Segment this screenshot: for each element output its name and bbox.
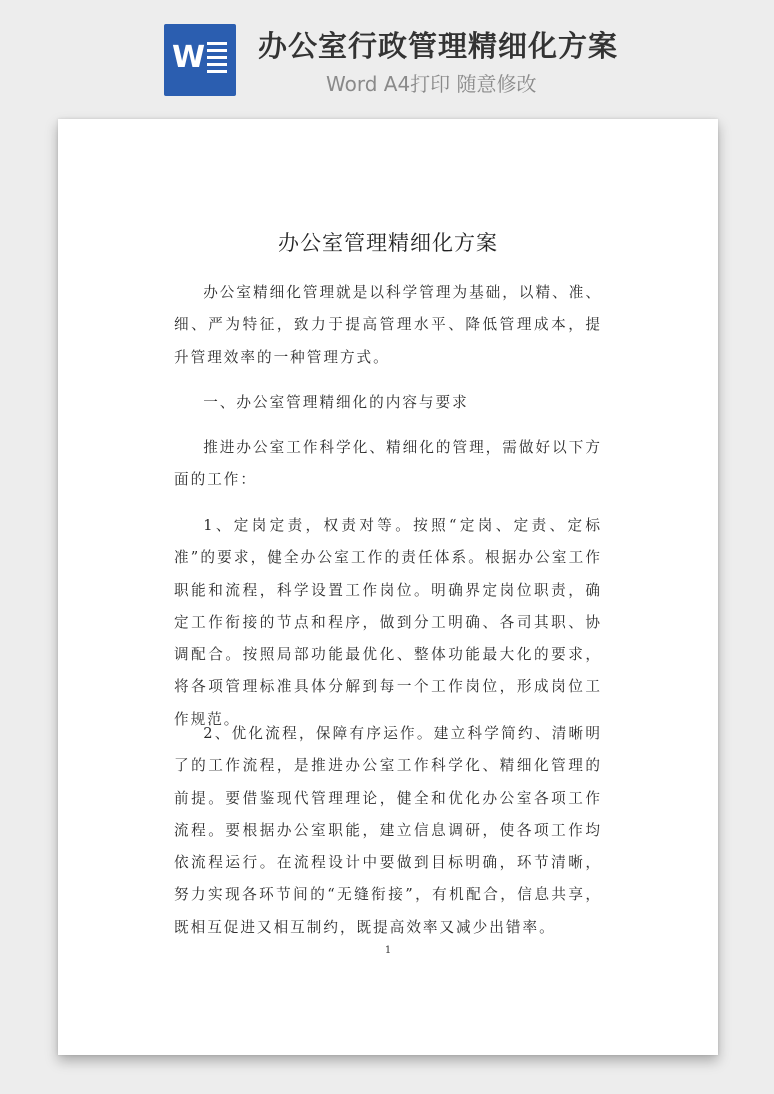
word-document-icon xyxy=(164,24,236,96)
header-subtitle: Word A4打印 随意修改 xyxy=(326,72,537,96)
header xyxy=(0,0,774,110)
header-title: 办公室行政管理精细化方案 xyxy=(258,29,619,63)
word-icon-letter: W xyxy=(172,40,206,75)
paragraph-item-2: 2、优化流程，保障有序运作。建立科学简约、清晰明了的工作流程，是推进办公室工作科学化、精细化管理的前提。要借鉴现代管理理论，健全和优化办公室各项工作流程。要根据办公室职能，建立信息调研，使各项工作均依流程运行。在流程设计中要做到目标明确，环节清晰，努力实现各环节间的“无缝衔接”，有机配合，信息共享，既相互促进又相互制约，既提高效率又减少出错率。 xyxy=(174,725,602,936)
page-number: 1 xyxy=(384,945,392,956)
page-title: 办公室管理精细化方案 xyxy=(278,231,498,255)
word-icon-lines xyxy=(207,42,227,77)
document-page xyxy=(58,119,718,1055)
section-heading: 一、办公室管理精细化的内容与要求 xyxy=(203,394,469,411)
paragraph-intro: 办公室精细化管理就是以科学管理为基础，以精、准、细、严为特征，致力于提高管理水平、降低管理成本，提升管理效率的一种管理方式。 xyxy=(174,284,602,366)
paragraph-overview: 推进办公室工作科学化、精细化的管理，需做好以下方面的工作： xyxy=(174,439,602,489)
paragraph-item-1: 1、定岗定责，权责对等。按照“定岗、定责、定标准”的要求，健全办公室工作的责任体系。根据办公室工作职能和流程，科学设置工作岗位。明确界定岗位职责，确定工作衔接的节点和程序，做到分工明确、各司其职、协调配合。按照局部功能最优化、整体功能最大化的要求，将各项管理标准具体分解到每一个工作岗位，形成岗位工作规范。 xyxy=(174,517,602,728)
